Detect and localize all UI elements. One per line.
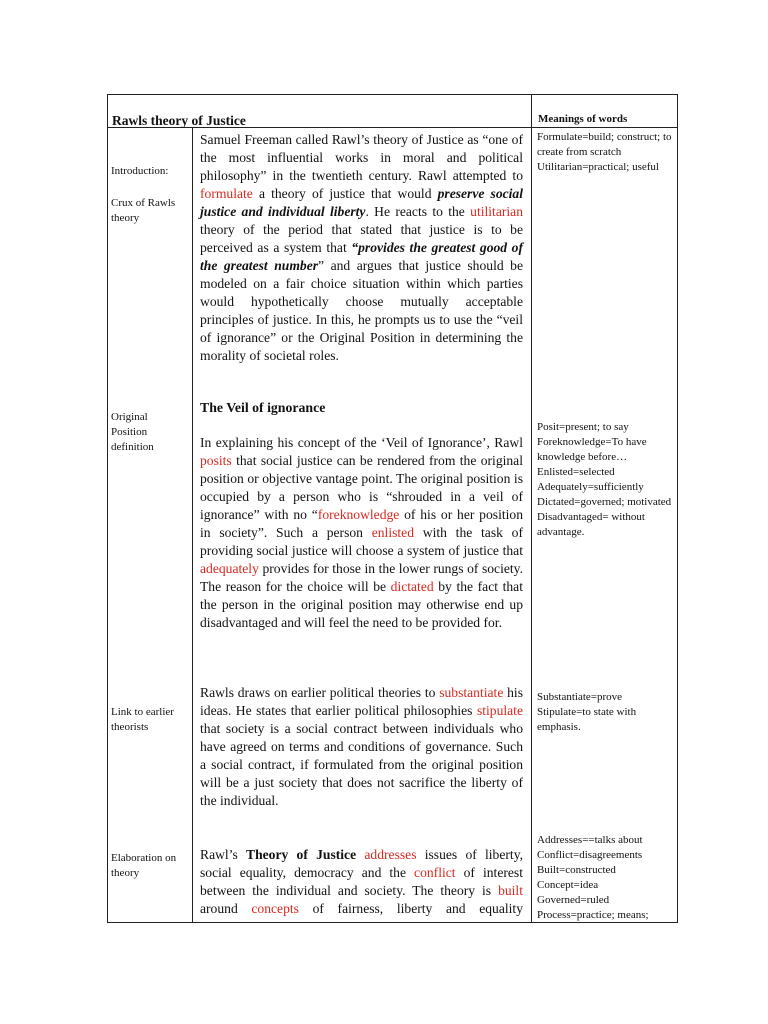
word-built: built — [498, 883, 523, 898]
meaning-item: Conflict=disagreements — [537, 849, 643, 861]
table-border-right — [677, 94, 678, 923]
column-divider-right — [531, 94, 532, 923]
meanings-elab — [537, 833, 677, 923]
meaning-item: Built=constructed — [537, 864, 616, 876]
theory-of-justice-bold: Theory of Justice — [246, 847, 357, 862]
label-elaboration: Elaboration on theory — [111, 852, 177, 879]
meanings-intro — [537, 130, 675, 175]
meaning-item: Utilitarian=practical; useful — [537, 161, 659, 173]
word-addresses: addresses — [364, 847, 417, 862]
label-introduction: Introduction: — [111, 165, 169, 177]
meanings-header: Meanings of words — [538, 113, 628, 125]
notes-table — [107, 94, 678, 923]
word-foreknowledge: foreknowledge — [317, 507, 400, 522]
meaning-item: Addresses==talks about — [537, 834, 643, 846]
label-original-position: Original Position definition — [111, 411, 154, 453]
meaning-item: Governed=ruled — [537, 894, 610, 906]
meaning-item: Stipulate=to state with emphasis. — [537, 706, 637, 733]
intro-paragraph: Samuel Freeman called Rawl’s theory of Justice as “one of the most influential works in moral and political philosophy” in the twentieth century. Rawl attempted to formulate a theory of justice that would preserve social justice and individual liberty. He reacts to the utilitarian theory of the period that stated that justice is to be perceived as a system that “provides the greatest good of the greatest number” and argues that justice should be modeled on a fair choice situation within which parties would hypothetically choose mutually acceptable principles of justice. In this, he prompts us to use the “veil of ignorance” or the Original Position in determining the morality of societal roles. — [200, 132, 524, 363]
table-title: Rawls theory of Justice — [112, 113, 246, 128]
emphasis-liberty: preserve social justice and individual liberty — [200, 186, 523, 219]
label-crux: Crux of Rawls theory — [111, 197, 176, 224]
word-adequately: adequately — [200, 561, 259, 576]
word-stipulate: stipulate — [476, 703, 523, 718]
emphasis-greatest-good: “provides the greatest good of the greatest number — [200, 240, 524, 273]
elaboration-paragraph: Rawl’s Theory of Justice addresses issues of liberty, social equality, democracy and the conflict of interest between the individual and society. The theory is built around concepts of fairness, liberty and equality — [200, 847, 524, 916]
meaning-item: Dictated=governed; motivated — [537, 496, 672, 508]
word-substantiate: substantiate — [439, 685, 504, 700]
word-conflict: conflict — [414, 865, 456, 880]
meaning-item: Enlisted=selected — [537, 466, 615, 478]
veil-heading: The Veil of ignorance — [200, 400, 326, 415]
word-dictated: dictated — [390, 579, 434, 594]
meaning-item: Process=practice; means; — [537, 909, 649, 921]
label-link: Link to earlier theorists — [111, 706, 174, 733]
link-paragraph: Rawls draws on earlier political theories to substantiate his ideas. He states that earlier political philosophies stipulate that society is a social contract between individuals who have agreed on terms and conditions of governance. Such a social contract, if formulated from the original position will be a just society that does not sacrifice the liberty of the individual. — [200, 685, 523, 808]
meaning-item: Foreknowledge=To have knowledge before… — [537, 436, 647, 463]
table-border-top — [107, 94, 678, 95]
meaning-item: Disadvantaged= without advantage. — [537, 511, 645, 538]
meaning-item: Substantiate=prove — [537, 691, 623, 703]
word-concepts: concepts — [251, 901, 299, 916]
meaning-item: Adequately=sufficiently — [537, 481, 644, 493]
column-divider-left — [192, 127, 193, 923]
meaning-item: Concept=idea — [537, 879, 599, 891]
veil-paragraph: In explaining his concept of the ‘Veil of Ignorance’, Rawl posits that social justice can be rendered from the original position or objective vantage point. The original position is occupied by a person who is “shrouded in a veil of ignorance” with no “foreknowledge of his or her position in society”. Such a person enlisted with the task of providing social justice will choose a system of justice that adequately provides for those in the lower rungs of society. The reason for the choice will be dictated by the fact that the person in the original position may otherwise end up disadvantaged and will feel the need to be provided for. — [200, 435, 524, 630]
table-border-left — [107, 94, 108, 923]
word-enlisted: enlisted — [371, 525, 415, 540]
meanings-veil — [537, 420, 675, 540]
word-utilitarian: utilitarian — [470, 204, 523, 219]
word-posits: posits — [200, 453, 232, 468]
meaning-item: Formulate=build; construct; to create from scratch — [537, 131, 672, 158]
meaning-item: Posit=present; to say — [537, 421, 629, 433]
word-formulate: formulate — [200, 186, 253, 201]
meanings-link — [537, 690, 675, 735]
